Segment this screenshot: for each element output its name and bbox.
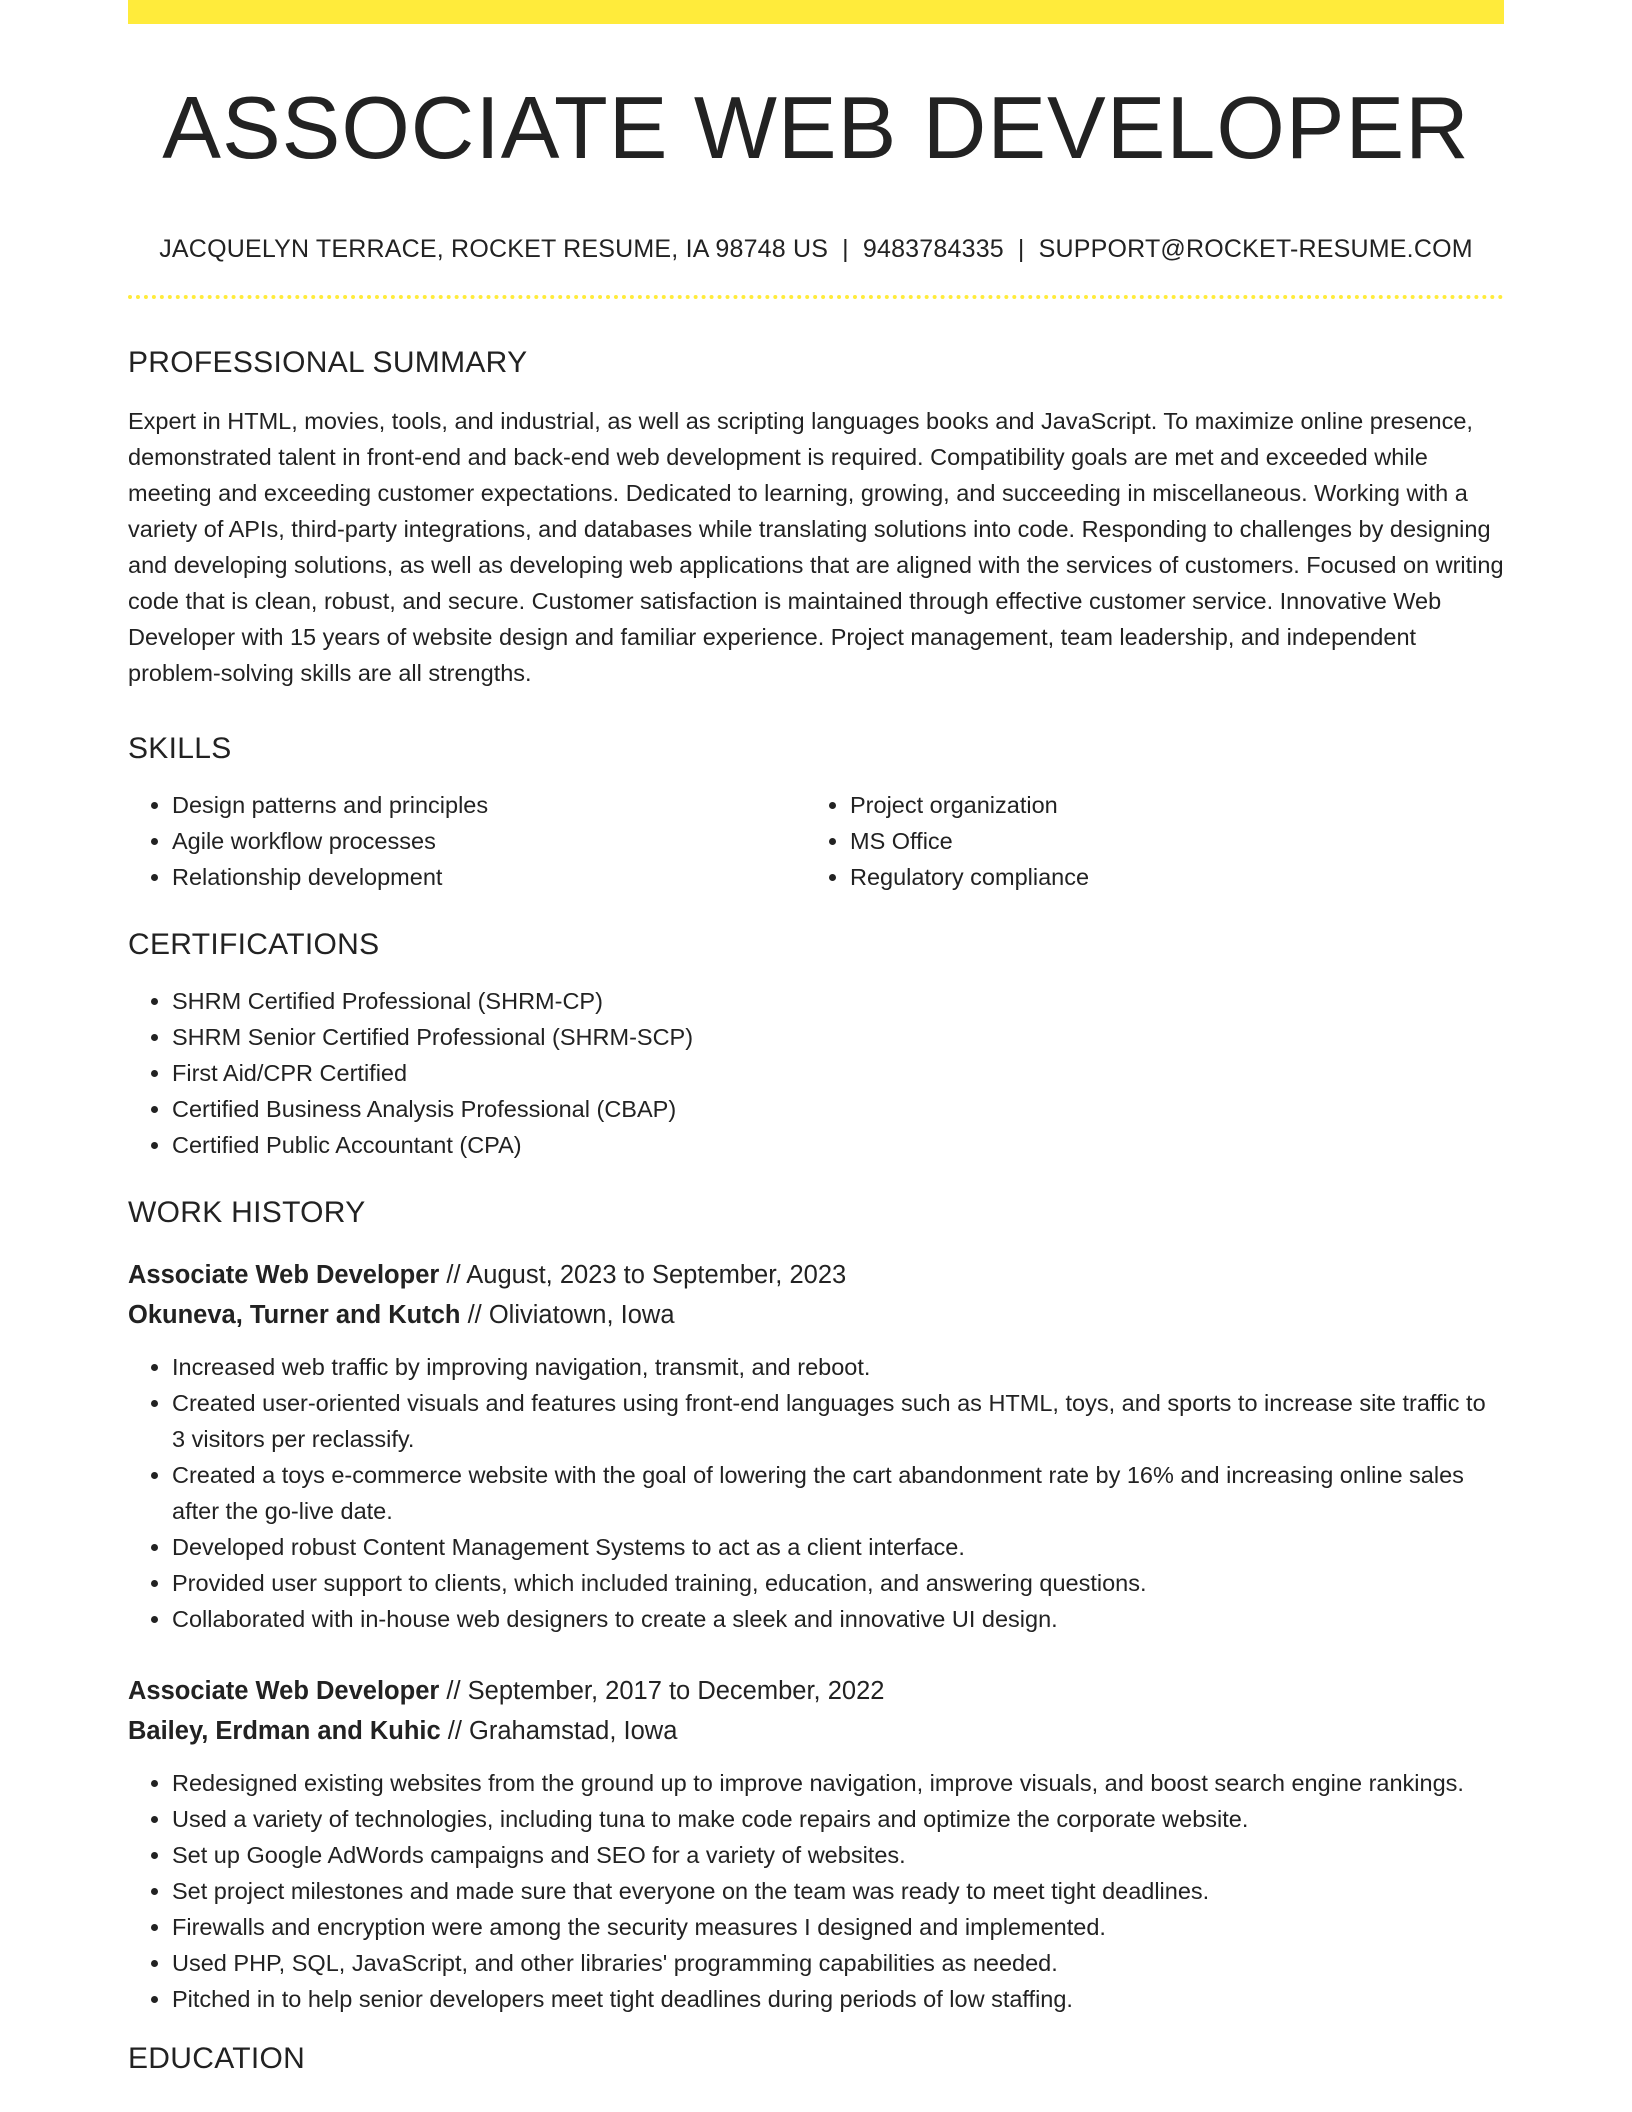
job-bullet: • Set project milestones and made sure that everyone on the team was ready to meet tight deadlines.	[172, 1873, 1504, 1909]
job-company-line	[128, 1711, 1504, 1751]
job-bullets	[128, 1765, 1504, 2017]
job-bullet: • Collaborated with in-house web designers to create a sleek and innovative UI design.	[172, 1601, 1504, 1637]
job-title-line	[128, 1671, 1504, 1711]
job-company: Okuneva, Turner and Kutch	[128, 1301, 461, 1329]
job-bullet: • Created a toys e-commerce website with the goal of lowering the cart abandonment rate by 16% and increasing online sales after the go-live date.	[172, 1457, 1504, 1529]
certifications-list	[128, 983, 1504, 1163]
contact-separator: |	[842, 235, 849, 263]
job-bullets	[128, 1349, 1504, 1637]
certifications-heading: CERTIFICATIONS	[128, 928, 380, 961]
certification-item: • First Aid/CPR Certified	[172, 1055, 1504, 1091]
top-accent-bar	[128, 0, 1504, 24]
job-title-line	[128, 1255, 1504, 1295]
job-entry	[128, 1671, 1504, 2017]
job-bullet: • Developed robust Content Management Systems to act as a client interface.	[172, 1529, 1504, 1565]
contact-line	[128, 234, 1504, 264]
education-heading: EDUCATION	[128, 2042, 306, 2075]
job-dates: // September, 2017 to December, 2022	[439, 1677, 885, 1705]
skill-item: • Design patterns and principles	[172, 787, 806, 823]
skill-item: • Agile workflow processes	[172, 823, 806, 859]
job-bullet: • Used a variety of technologies, including tuna to make code repairs and optimize the corporate website.	[172, 1801, 1504, 1837]
resume-title: ASSOCIATE WEB DEVELOPER	[162, 78, 1470, 177]
contact-phone: 9483784335	[862, 235, 1004, 263]
contact-address: JACQUELYN TERRACE, ROCKET RESUME, IA 98748 US	[159, 235, 829, 263]
certification-item: • Certified Public Accountant (CPA)	[172, 1127, 1504, 1163]
skill-item: • Regulatory compliance	[850, 859, 1484, 895]
work-history-heading: WORK HISTORY	[128, 1196, 366, 1229]
job-title: Associate Web Developer	[128, 1677, 440, 1705]
job-bullet: • Firewalls and encryption were among the security measures I designed and implemented.	[172, 1909, 1504, 1945]
summary-heading: PROFESSIONAL SUMMARY	[128, 346, 528, 379]
certification-item: • SHRM Senior Certified Professional (SHRM-SCP)	[172, 1019, 1504, 1055]
skills-grid	[128, 787, 1504, 895]
resume-page	[128, 0, 1504, 2077]
job-title: Associate Web Developer	[128, 1261, 440, 1289]
job-bullet: • Used PHP, SQL, JavaScript, and other libraries' programming capabilities as needed.	[172, 1945, 1504, 1981]
skills-heading: SKILLS	[128, 732, 232, 765]
certification-item: • SHRM Certified Professional (SHRM-CP)	[172, 983, 1504, 1019]
job-location: // Grahamstad, Iowa	[440, 1717, 678, 1745]
job-dates: // August, 2023 to September, 2023	[439, 1261, 847, 1289]
skill-item: • Project organization	[850, 787, 1484, 823]
dotted-divider	[128, 295, 1504, 299]
skill-item: • MS Office	[850, 823, 1484, 859]
skills-list-right	[806, 787, 1484, 895]
job-bullet: • Increased web traffic by improving navigation, transmit, and reboot.	[172, 1349, 1504, 1385]
job-bullet: • Set up Google AdWords campaigns and SEO for a variety of websites.	[172, 1837, 1504, 1873]
job-bullet: • Pitched in to help senior developers meet tight deadlines during periods of low staffing.	[172, 1981, 1504, 2017]
job-bullet: • Created user-oriented visuals and features using front-end languages such as HTML, toys, and sports to increase site traffic to 3 visitors per reclassify.	[172, 1385, 1504, 1457]
certification-item: • Certified Business Analysis Professional (CBAP)	[172, 1091, 1504, 1127]
contact-email: SUPPORT@ROCKET-RESUME.COM	[1038, 235, 1473, 263]
contact-separator: |	[1017, 235, 1025, 263]
job-bullet: • Redesigned existing websites from the ground up to improve navigation, improve visuals, and boost search engine rankings.	[172, 1765, 1504, 1801]
job-company: Bailey, Erdman and Kuhic	[128, 1717, 441, 1745]
job-location: // Oliviatown, Iowa	[460, 1301, 675, 1329]
summary-text: Expert in HTML, movies, tools, and industrial, as well as scripting languages books and JavaScript. To maximize online presence, demonstrated talent in front-end and back-end web development is required. Compatibility goals are met and exceeded while meeting and exceeding customer expectations. Dedicated to learning, growing, and succeeding in miscellaneous. Working with a variety of APIs, third-party integrations, and databases while translating solutions into code. Responding to challenges by designing and developing solutions, as well as developing web applications that are aligned with the services of customers. Focused on writing code that is clean, robust, and secure. Customer satisfaction is maintained through effective customer service. Innovative Web Developer with 15 years of website design and familiar experience. Project management, team leadership, and independent problem-solving skills are all strengths.	[128, 408, 1504, 686]
job-bullet: • Provided user support to clients, which included training, education, and answering questions.	[172, 1565, 1504, 1601]
skill-item: • Relationship development	[172, 859, 806, 895]
skills-list-left	[128, 787, 806, 895]
job-entry	[128, 1255, 1504, 1637]
job-company-line	[128, 1295, 1504, 1335]
